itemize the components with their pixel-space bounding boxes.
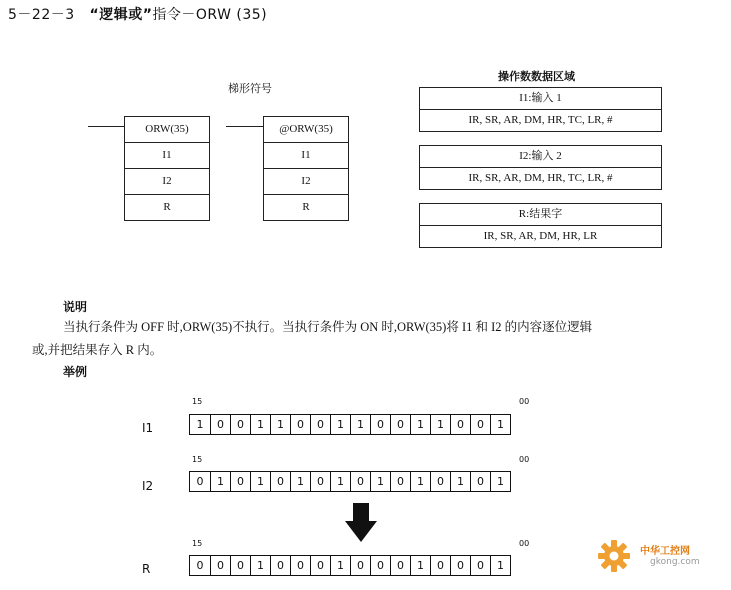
operand-heading: 操作数数据区域 <box>498 70 575 83</box>
bit-cell: 0 <box>390 472 410 491</box>
operand-areas: IR, SR, AR, DM, HR, TC, LR, # <box>420 109 661 131</box>
ladder-cell: ORW(35) <box>145 123 189 135</box>
bit-cell: 1 <box>410 415 430 434</box>
lsb-label: 00 <box>519 397 530 406</box>
bit-cell: 1 <box>450 472 470 491</box>
bit-cell: 0 <box>470 415 490 434</box>
bit-cell: 0 <box>230 472 250 491</box>
description-line-2: 或,并把结果存入 R 内。 <box>32 343 163 357</box>
bit-cell: 0 <box>230 556 250 575</box>
bit-cell: 1 <box>250 472 270 491</box>
ladder-cell: I2 <box>125 168 209 194</box>
bit-cell: 1 <box>490 415 510 434</box>
bit-cell: 0 <box>470 472 490 491</box>
ladder-cell: I1 <box>264 142 348 168</box>
bit-cell: 0 <box>390 415 410 434</box>
down-arrow-icon <box>344 503 378 543</box>
operand-areas: IR, SR, AR, DM, HR, LR <box>420 225 661 247</box>
operand-box-r <box>419 203 662 248</box>
operand-label: I2:输入 2 <box>519 150 562 162</box>
operand-label: I1:输入 1 <box>519 92 562 104</box>
msb-label: 15 <box>192 397 203 406</box>
bit-cell: 1 <box>490 472 510 491</box>
title-rest: 指令－ORW (35) <box>152 7 268 23</box>
row-label-i2: I2 <box>142 479 154 493</box>
bit-cell: 1 <box>430 415 450 434</box>
watermark-text: 中华工控网 <box>640 546 690 557</box>
ladder-wire-2 <box>226 126 264 127</box>
bit-cell: 1 <box>290 472 310 491</box>
page-title <box>8 4 267 24</box>
msb-label: 15 <box>192 455 203 464</box>
bit-cell: 0 <box>196 559 204 572</box>
bit-cell: 1 <box>250 415 270 434</box>
bit-cell: 0 <box>230 415 250 434</box>
ladder-block-at-orw <box>263 116 349 221</box>
bit-cell: 1 <box>270 415 290 434</box>
bit-cell: 1 <box>330 556 350 575</box>
bit-cell: 0 <box>310 556 330 575</box>
bit-cell: 1 <box>196 418 204 431</box>
bit-cell: 1 <box>410 556 430 575</box>
watermark-site: gkong.com <box>650 557 700 567</box>
lsb-label: 00 <box>519 455 530 464</box>
bit-cell: 1 <box>330 415 350 434</box>
bit-cell: 1 <box>410 472 430 491</box>
description-line-1: 当执行条件为 OFF 时,ORW(35)不执行。当执行条件为 ON 时,ORW(35)将 I1 和 I2 的内容逐位逻辑 <box>63 320 593 334</box>
bit-cell: 1 <box>350 415 370 434</box>
bit-cell: 0 <box>390 556 410 575</box>
bit-cell: 0 <box>270 556 290 575</box>
ladder-cell: I2 <box>264 168 348 194</box>
bit-cell: 0 <box>370 556 390 575</box>
ladder-cell: I1 <box>125 142 209 168</box>
bit-cell: 0 <box>310 415 330 434</box>
bit-cell: 0 <box>290 556 310 575</box>
bit-cell: 0 <box>370 415 390 434</box>
bit-cell: 0 <box>430 472 450 491</box>
bit-cell: 0 <box>210 415 230 434</box>
section-number: 5－22－3 <box>8 7 75 23</box>
title-quoted: “逻辑或” <box>89 7 153 23</box>
operand-label: R:结果字 <box>518 208 563 220</box>
bit-cell: 0 <box>310 472 330 491</box>
operand-box-i2 <box>419 145 662 190</box>
bit-cell: 0 <box>450 415 470 434</box>
ladder-cell: R <box>264 194 348 220</box>
bit-cell: 1 <box>210 472 230 491</box>
operand-areas: IR, SR, AR, DM, HR, TC, LR, # <box>420 167 661 189</box>
ladder-cell: @ORW(35) <box>279 123 333 135</box>
bit-cell: 0 <box>430 556 450 575</box>
bit-cell: 0 <box>290 415 310 434</box>
bit-cell: 1 <box>250 556 270 575</box>
bit-row-i2 <box>189 471 511 492</box>
description-heading: 说明 <box>63 300 88 314</box>
bit-cell: 1 <box>330 472 350 491</box>
lsb-label: 00 <box>519 539 530 548</box>
row-label-i1: I1 <box>142 421 154 435</box>
bit-cell: 1 <box>370 472 390 491</box>
gear-logo-icon <box>596 538 632 574</box>
bit-cell: 0 <box>196 475 204 488</box>
operand-box-i1 <box>419 87 662 132</box>
row-label-r: R <box>142 562 151 576</box>
bit-cell: 0 <box>470 556 490 575</box>
bit-row-i1 <box>189 414 511 435</box>
ladder-block-orw <box>124 116 210 221</box>
bit-row-r <box>189 555 511 576</box>
bit-cell: 0 <box>450 556 470 575</box>
ladder-cell: R <box>125 194 209 220</box>
ladder-heading: 梯形符号 <box>228 82 272 95</box>
ladder-wire-1 <box>88 126 125 127</box>
bit-cell: 1 <box>490 556 510 575</box>
bit-cell: 0 <box>350 556 370 575</box>
example-heading: 举例 <box>63 365 88 379</box>
bit-cell: 0 <box>350 472 370 491</box>
msb-label: 15 <box>192 539 203 548</box>
bit-cell: 0 <box>270 472 290 491</box>
bit-cell: 0 <box>210 556 230 575</box>
